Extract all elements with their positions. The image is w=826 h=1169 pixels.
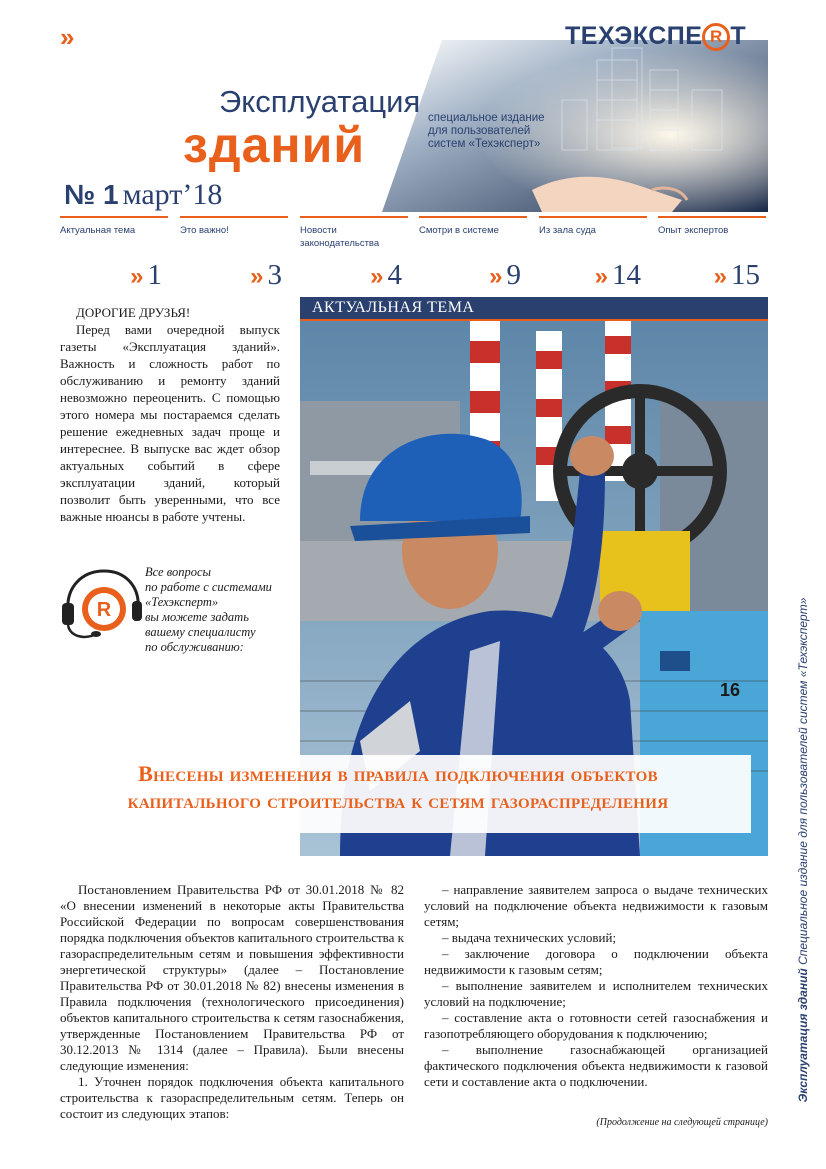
list-item: – выдача технических условий; (442, 930, 617, 945)
title-line1: Эксплуатация (219, 84, 421, 119)
continued-note: (Продолжение на следующей странице) (596, 1117, 768, 1128)
article-column-2 (424, 882, 768, 1090)
brand-logo-mark: R (702, 23, 730, 51)
intro-greeting: ДОРОГИЕ ДРУЗЬЯ! (76, 305, 191, 320)
brand-logo: ТЕХЭКСПЕ R Т (565, 22, 747, 50)
svg-text:R: R (96, 599, 112, 621)
list-item: – выполнение заявителем и исполнителем технических условий на подключение; (424, 978, 768, 1009)
article-paragraph: Постановлением Правительства РФ от 30.01.2018 № 82 «О внесении изменений в некоторые акты Правительства Российской Федерации по вопросам совершенствования порядка подключения объектов капитального строительства к газораспределительным сетям и повышения эффективности энергетической структуры» (далее – Постановление Правительства РФ от 30.01.2018 № 82) внесены изменения в Правила подключения (технологического присоединения) объектов капитального строительства к сетям газоснабжения, утвержденные Постановлением Правительства РФ от 30.12.2013 № 1314 (далее – Правила). Были внесены следующие изменения: (60, 882, 404, 1073)
support-text: Все вопросы по работе с системами «Техэксперт» вы можете задать вашему специалисту по обслуживанию: (145, 565, 272, 654)
subtitle: специальное издание для пользователей систем «Техэксперт» (428, 112, 545, 150)
intro-paragraph: Перед вами очередной выпуск газеты «Эксплуатация зданий». Важность и сложность работ по обслуживанию и ремонту зданий невозможно переоценить. С помощью этого номера мы постараемся сделать решение ежедневных задач проще и интереснее. В выпуске вас ждет обзор актуальных событий в сфере эксплуатации зданий, который позволит быть уверенными, что все важные нюансы в работе учтены. (60, 322, 280, 524)
article-column-1 (60, 882, 404, 1122)
topic-bar: АКТУАЛЬНАЯ ТЕМА (300, 297, 768, 321)
pipe-number-tag: 16 (720, 680, 741, 700)
side-caption: Эксплуатация зданий Специальное издание для пользователей систем «Техэксперт» (796, 597, 810, 1103)
issue-info (64, 178, 222, 212)
nav-item-see-in-system[interactable]: Смотри в системе » 9 (419, 216, 527, 298)
nav-item-actual-topic[interactable]: Актуальная тема » 1 (60, 216, 168, 298)
list-item: – выполнение газоснабжающей организацией фактического подключения объекта недвижимости к газовой сети и составление акта о подключении. (424, 1042, 768, 1089)
article-paragraph: 1. Уточнен порядок подключения объекта капитального строительства к газораспределительным сетям. Теперь он состоит из следующих этапов: (60, 1074, 404, 1121)
title-line2: зданий (183, 117, 366, 173)
list-item: – направление заявителем запроса о выдаче технических условий на подключение объекта недвижимости к газовым сетям; (424, 882, 768, 929)
header-chevron: » (60, 22, 75, 52)
nav-item-important[interactable]: Это важно! » 3 (180, 216, 288, 298)
list-item: – составление акта о готовности сетей газоснабжения и газопотребляющего оборудования к подключению; (424, 1010, 768, 1041)
nav-item-courtroom[interactable]: Из зала суда » 14 (539, 216, 647, 298)
nav-item-law-news[interactable]: Новости законодательства » 4 (300, 216, 408, 298)
list-item: – заключение договора о подключении объекта недвижимости к газовым сетям; (424, 946, 768, 977)
nav-item-expert-experience[interactable]: Опыт экспертов » 15 (658, 216, 766, 298)
issue-date: март’18 (122, 178, 223, 211)
headset-icon (60, 565, 146, 641)
intro-text (60, 304, 280, 525)
article-headline: Внесены изменения в правила подключения объектов капитального строительства к сетям газораспределения (127, 761, 669, 813)
issue-number: № 1 (64, 179, 119, 210)
